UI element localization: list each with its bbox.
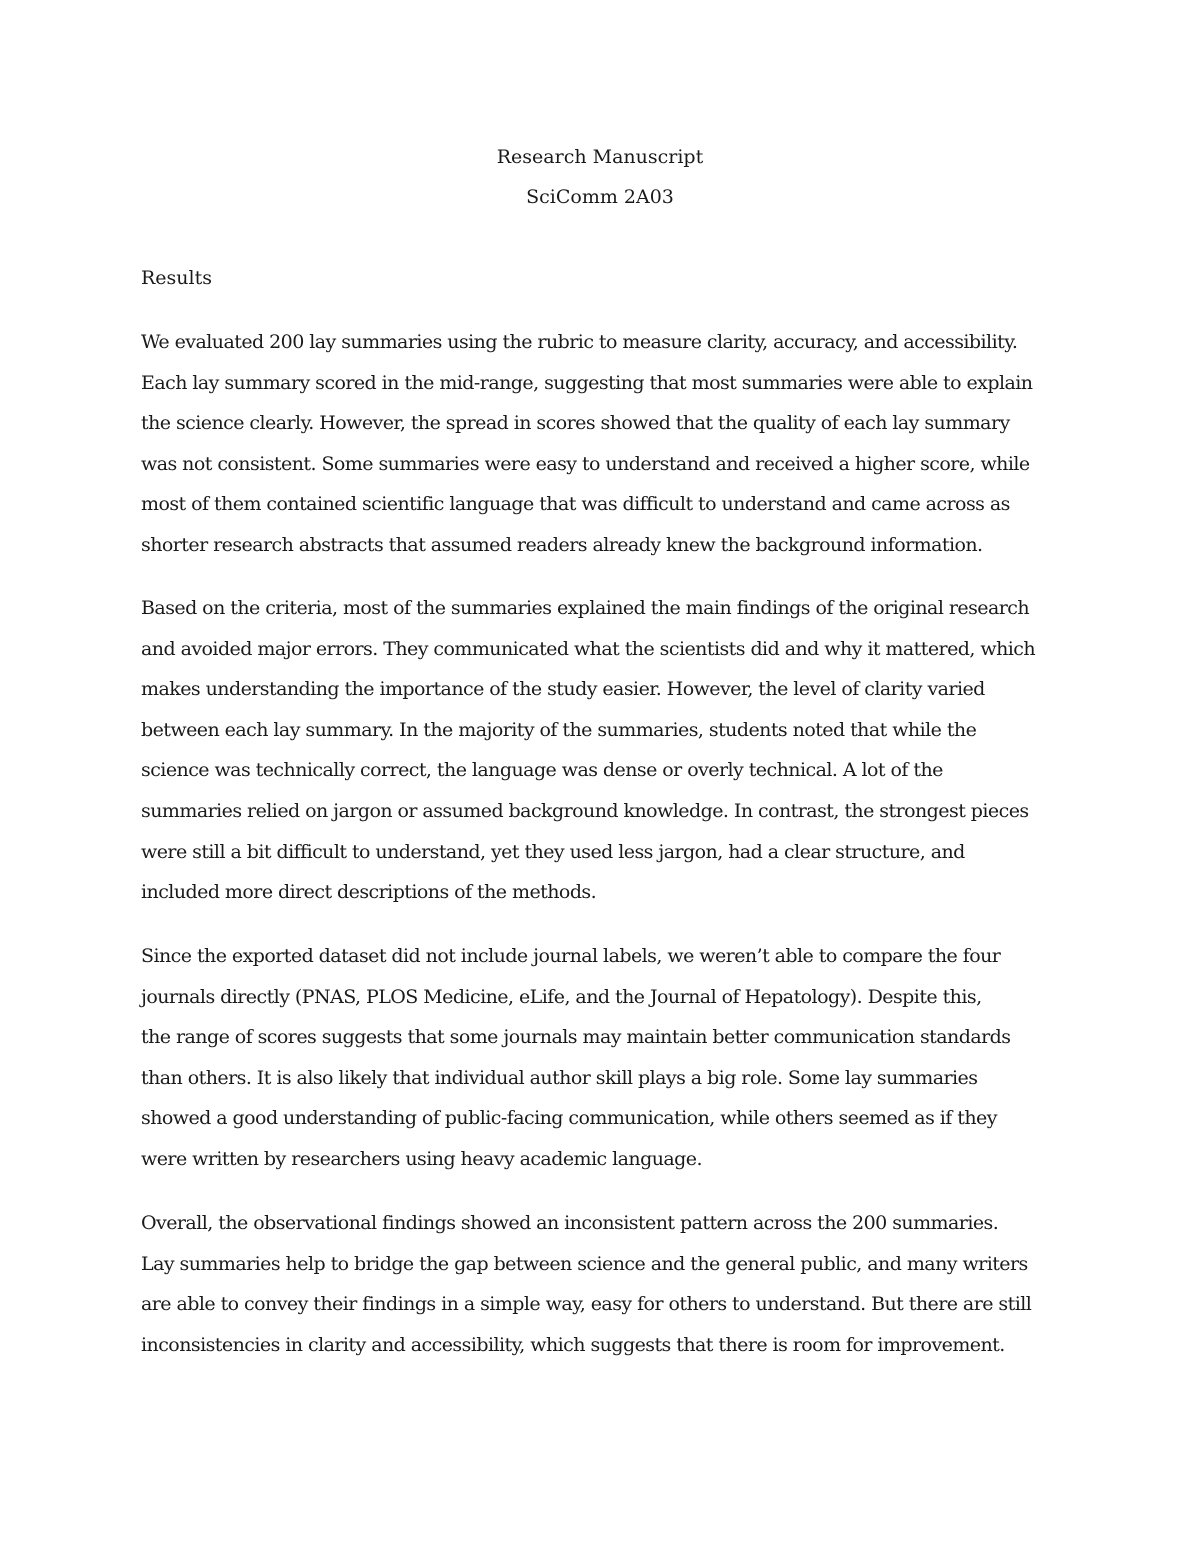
paragraph-line: than others. It is also likely that individual author skill plays a big role. Some lay summaries xyxy=(141,1066,978,1089)
paragraph-line: most of them contained scientific language that was difficult to understand and came across as xyxy=(141,493,1010,516)
paragraph-line: the range of scores suggests that some journals may maintain better communication standards xyxy=(141,1026,1011,1049)
results-paragraph-1 xyxy=(141,322,1071,566)
section-heading: Results xyxy=(141,267,212,289)
paragraph-line: Overall, the observational findings showed an inconsistent pattern across the 200 summaries. xyxy=(141,1212,999,1234)
paragraph-line: were still a bit difficult to understand, yet they used less jargon, had a clear structure, and xyxy=(141,840,965,863)
paragraph-line: and avoided major errors. They communicated what the scientists did and why it mattered, which xyxy=(141,637,1036,660)
paragraph-line: the science clearly. However, the spread in scores showed that the quality of each lay summary xyxy=(141,412,1010,435)
results-paragraph-2 xyxy=(141,588,1071,913)
paragraph-line: showed a good understanding of public-facing communication, while others seemed as if they xyxy=(141,1107,997,1130)
paragraph-line: between each lay summary. In the majority of the summaries, students noted that while the xyxy=(141,718,977,741)
paragraph-line: Since the exported dataset did not include journal labels, we weren’t able to compare the four xyxy=(141,945,1001,967)
course-code: SciComm 2A03 xyxy=(526,186,674,208)
paragraph-line: included more direct descriptions of the methods. xyxy=(141,881,597,904)
paragraph-line: inconsistencies in clarity and accessibility, which suggests that there is room for improvement. xyxy=(141,1333,1005,1356)
paragraph-line: We evaluated 200 lay summaries using the rubric to measure clarity, accuracy, and accessibility. xyxy=(141,331,1018,353)
paragraph-line: makes understanding the importance of the study easier. However, the level of clarity varied xyxy=(141,678,985,701)
paragraph-line: were written by researchers using heavy academic language. xyxy=(141,1147,702,1170)
paragraph-line: Based on the criteria, most of the summaries explained the main findings of the original research xyxy=(141,597,1030,619)
paragraph-line: journals directly (PNAS, PLOS Medicine, eLife, and the Journal of Hepatology). Despite this, xyxy=(141,985,982,1008)
document-title: Research Manuscript xyxy=(496,146,704,168)
paragraph-line: are able to convey their findings in a simple way, easy for others to understand. But there are still xyxy=(141,1293,1032,1316)
paragraph-line: was not consistent. Some summaries were easy to understand and received a higher score, while xyxy=(141,452,1030,475)
paragraph-line: Each lay summary scored in the mid-range, suggesting that most summaries were able to explain xyxy=(141,371,1033,394)
paragraph-line: Lay summaries help to bridge the gap between science and the general public, and many writers xyxy=(141,1252,1028,1275)
paragraph-line: shorter research abstracts that assumed readers already knew the background information. xyxy=(141,533,983,556)
paragraph-line: summaries relied on jargon or assumed background knowledge. In contrast, the strongest pieces xyxy=(141,799,1029,822)
paragraph-line: science was technically correct, the language was dense or overly technical. A lot of the xyxy=(141,759,943,782)
results-paragraph-4 xyxy=(141,1203,1071,1365)
results-paragraph-3 xyxy=(141,936,1071,1180)
